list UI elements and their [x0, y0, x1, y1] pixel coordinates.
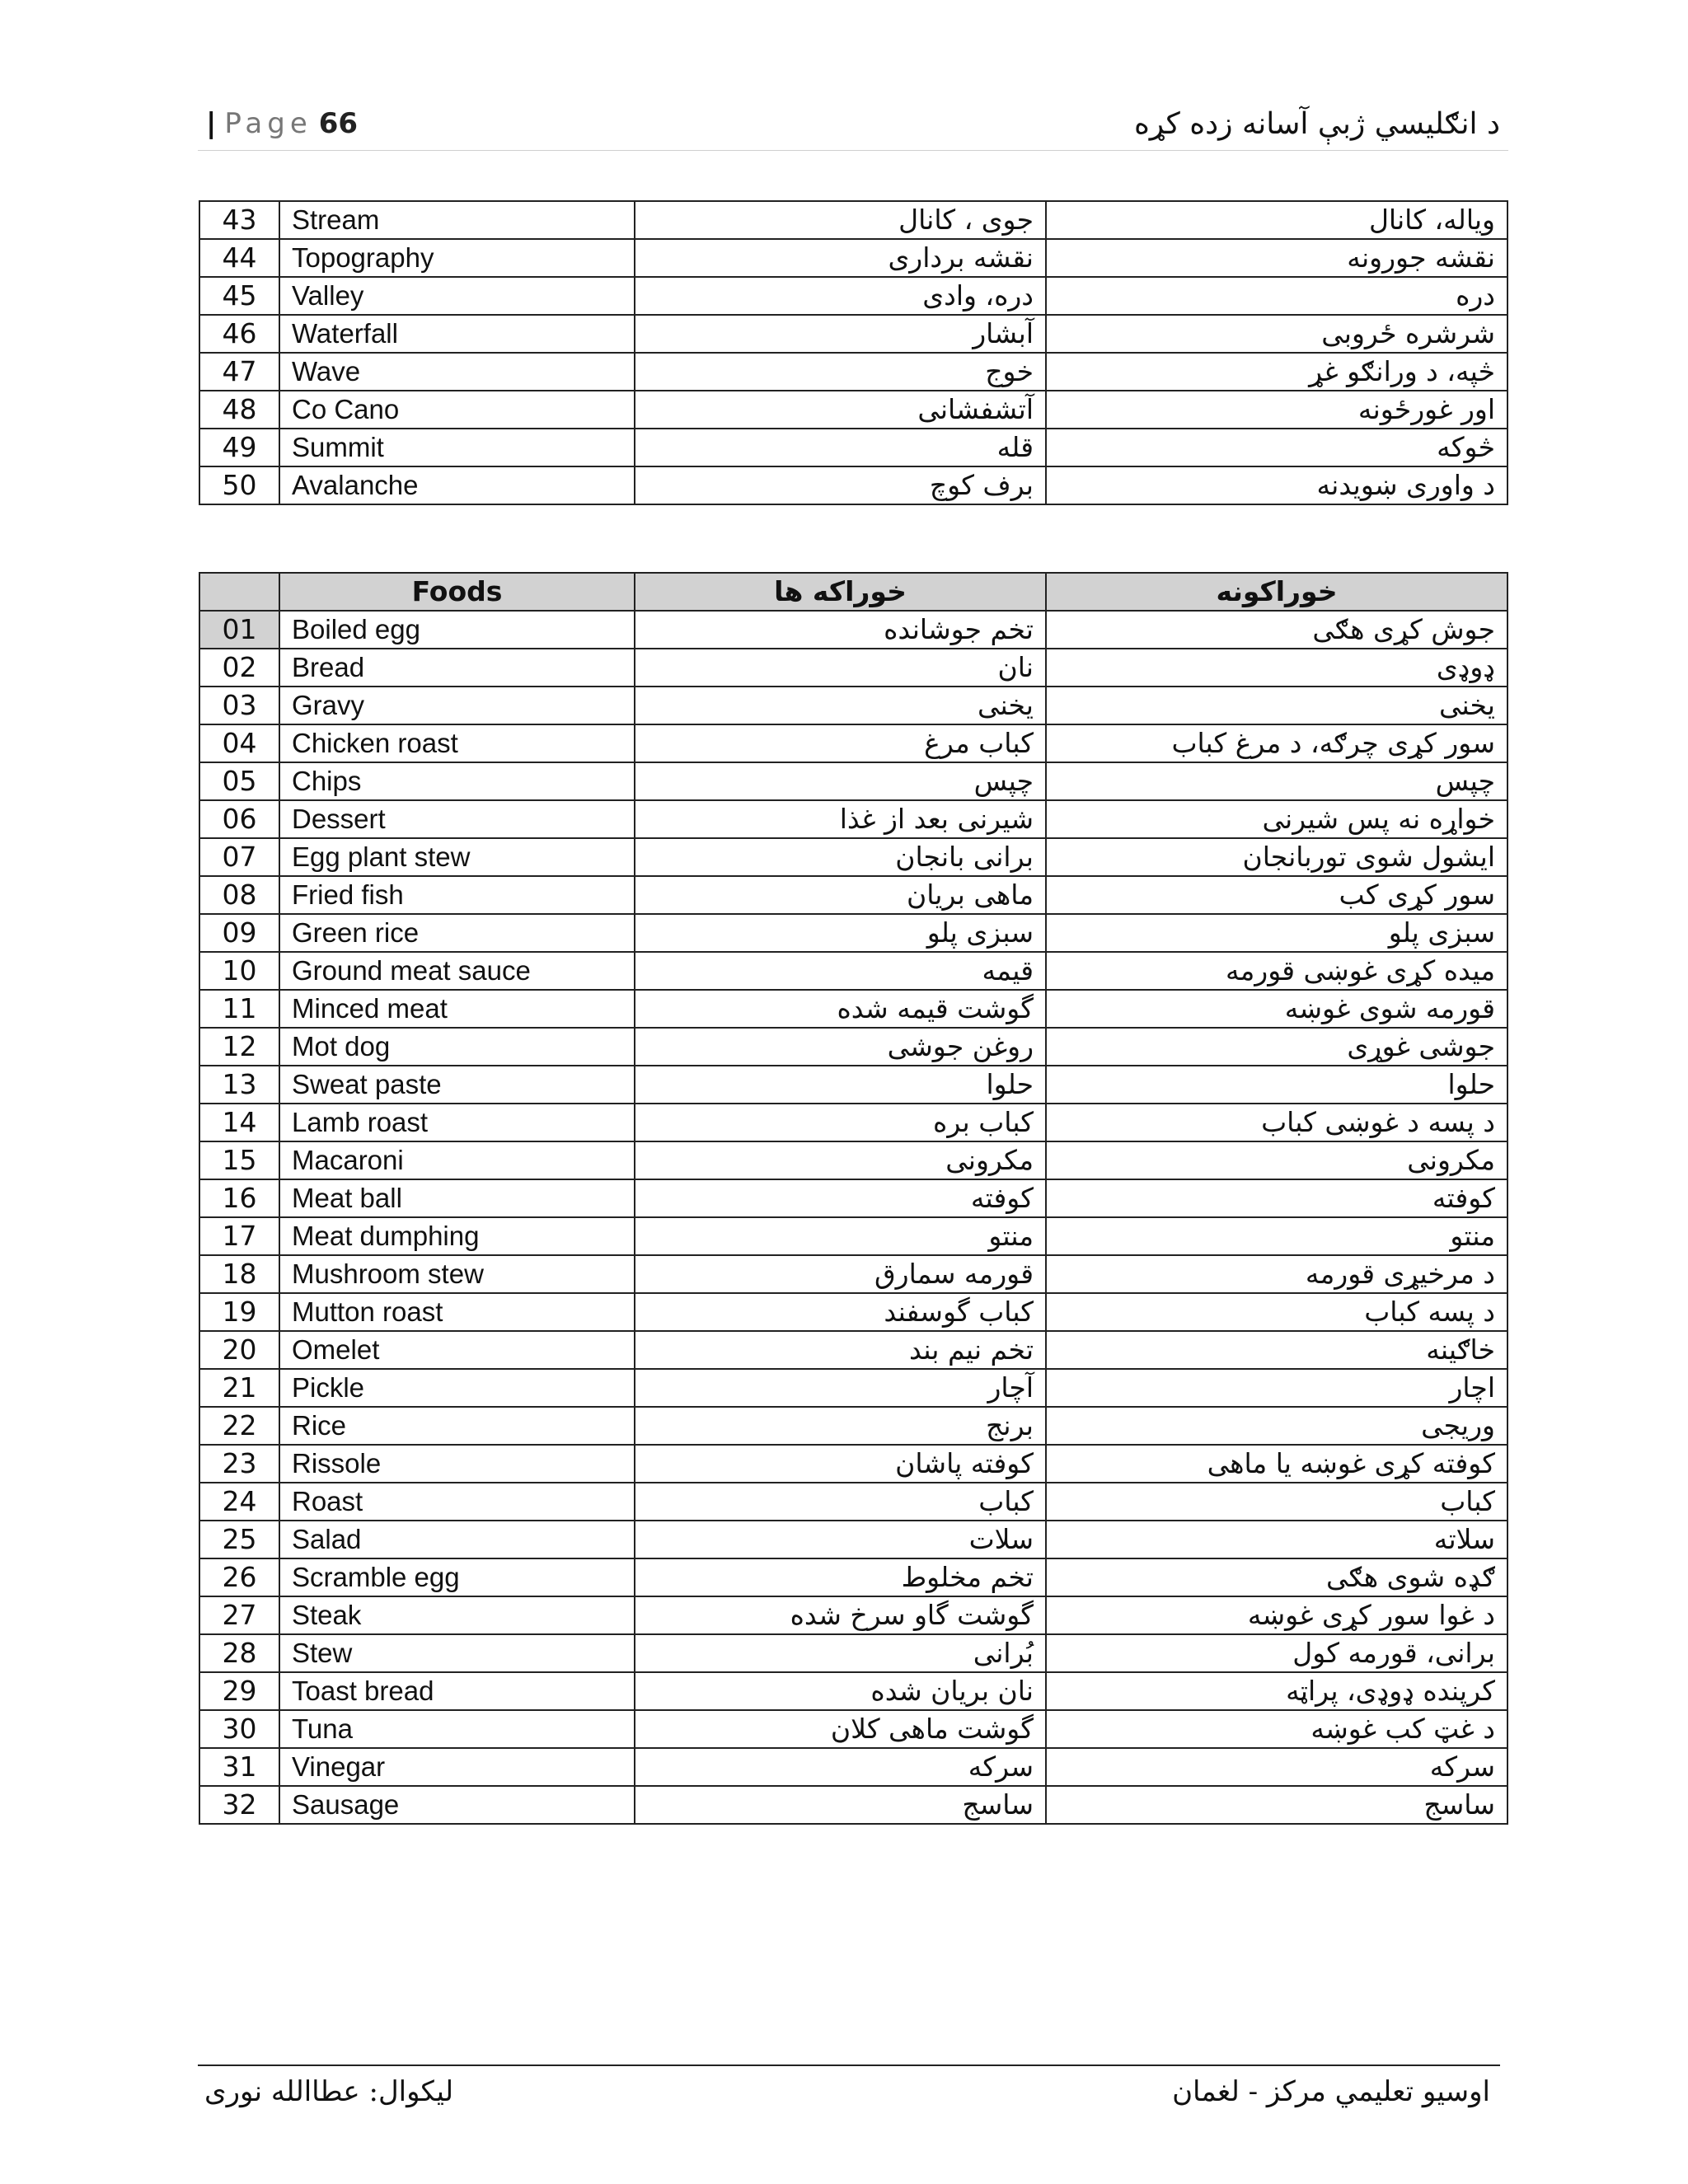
english-term: Waterfall: [279, 315, 635, 353]
geography-vocabulary-table: [199, 200, 1508, 505]
english-term: Rissole: [279, 1445, 635, 1483]
english-term: Vinegar: [279, 1748, 635, 1786]
row-number: 05: [199, 762, 279, 800]
table-row: [199, 687, 1507, 724]
row-number: 43: [199, 201, 279, 239]
row-number: 28: [199, 1634, 279, 1672]
pashto-term: ساسج: [1046, 1786, 1507, 1824]
row-number: 14: [199, 1104, 279, 1141]
english-term: Dessert: [279, 800, 635, 838]
english-term: Chips: [279, 762, 635, 800]
table-row: [199, 724, 1507, 762]
row-number: 18: [199, 1255, 279, 1293]
row-number: 24: [199, 1483, 279, 1521]
table-row: [199, 1786, 1507, 1824]
table-row: [199, 838, 1507, 876]
table-row: [199, 649, 1507, 687]
row-number: 47: [199, 353, 279, 391]
persian-term: خوج: [635, 353, 1046, 391]
english-term: Egg plant stew: [279, 838, 635, 876]
pashto-term: شرشره ځروبی: [1046, 315, 1507, 353]
table-row: [199, 1293, 1507, 1331]
table-row: [199, 1710, 1507, 1748]
persian-term: نقشه برداری: [635, 239, 1046, 277]
row-number: 11: [199, 990, 279, 1028]
english-term: Rice: [279, 1407, 635, 1445]
table-row: [199, 800, 1507, 838]
persian-term: یخنی: [635, 687, 1046, 724]
english-term: Gravy: [279, 687, 635, 724]
row-number: 44: [199, 239, 279, 277]
table-row: [199, 914, 1507, 952]
english-term: Macaroni: [279, 1141, 635, 1179]
row-number: 29: [199, 1672, 279, 1710]
pashto-term: ایشول شوی توربانجان: [1046, 838, 1507, 876]
table-row: [199, 990, 1507, 1028]
persian-term: جوی ، کانال: [635, 201, 1046, 239]
header-persian: خوراکه ها: [635, 573, 1046, 611]
table-row: [199, 1141, 1507, 1179]
header-pashto: خوراکونه: [1046, 573, 1507, 611]
table-row: [199, 1331, 1507, 1369]
row-number: 23: [199, 1445, 279, 1483]
table-row: [199, 1672, 1507, 1710]
english-term: Mot dog: [279, 1028, 635, 1066]
table-row: [199, 429, 1507, 466]
english-term: Valley: [279, 277, 635, 315]
english-term: Topography: [279, 239, 635, 277]
row-number: 17: [199, 1217, 279, 1255]
pashto-term: سلاته: [1046, 1521, 1507, 1558]
persian-term: کباب گوسفند: [635, 1293, 1046, 1331]
footer-divider: [198, 2064, 1500, 2066]
book-title: د انګلیسي ژبې آسانه زده کړه: [1133, 107, 1500, 141]
pashto-term: جوش کړی هګی: [1046, 611, 1507, 649]
persian-term: تخم نیم بند: [635, 1331, 1046, 1369]
table-row: [199, 952, 1507, 990]
page-number: 66: [318, 107, 359, 140]
persian-term: آبشار: [635, 315, 1046, 353]
pashto-term: میده کړی غوښی قورمه: [1046, 952, 1507, 990]
row-number: 09: [199, 914, 279, 952]
row-number: 01: [199, 611, 279, 649]
table-row: [199, 1558, 1507, 1596]
pashto-term: د پسه کباب: [1046, 1293, 1507, 1331]
page-header: [198, 99, 1508, 150]
pashto-term: کوفته: [1046, 1179, 1507, 1217]
footer-author: لیکوال: عطاالله نوری: [204, 2075, 454, 2108]
persian-term: کوفته: [635, 1179, 1046, 1217]
english-term: Omelet: [279, 1331, 635, 1369]
row-number: 13: [199, 1066, 279, 1104]
english-term: Ground meat sauce: [279, 952, 635, 990]
table-row: [199, 353, 1507, 391]
pashto-term: کرپنده ډوډی، پراټه: [1046, 1672, 1507, 1710]
persian-term: قورمه سمارق: [635, 1255, 1046, 1293]
row-number: 06: [199, 800, 279, 838]
english-term: Wave: [279, 353, 635, 391]
page-word: Page: [224, 107, 312, 140]
pashto-term: مکرونی: [1046, 1141, 1507, 1179]
table-row: [199, 1369, 1507, 1407]
persian-term: دره، وادی: [635, 277, 1046, 315]
page-number-label: [206, 107, 358, 140]
row-number: 21: [199, 1369, 279, 1407]
pashto-term: د غټ کب غوښه: [1046, 1710, 1507, 1748]
foods-vocabulary-table: [199, 572, 1508, 1825]
persian-term: منتو: [635, 1217, 1046, 1255]
persian-term: کباب بره: [635, 1104, 1046, 1141]
persian-term: نان بریان شده: [635, 1672, 1046, 1710]
foods-header-row: [199, 573, 1507, 611]
english-term: Meat ball: [279, 1179, 635, 1217]
pashto-term: چپس: [1046, 762, 1507, 800]
row-number: 07: [199, 838, 279, 876]
pashto-term: یخنی: [1046, 687, 1507, 724]
row-number: 48: [199, 391, 279, 429]
table-row: [199, 1028, 1507, 1066]
pashto-term: ویاله، کانال: [1046, 201, 1507, 239]
english-term: Scramble egg: [279, 1558, 635, 1596]
pashto-term: نقشه جورونه: [1046, 239, 1507, 277]
pashto-term: ډوډی: [1046, 649, 1507, 687]
row-number: 30: [199, 1710, 279, 1748]
row-number: 45: [199, 277, 279, 315]
table-row: [199, 1217, 1507, 1255]
persian-term: مکرونی: [635, 1141, 1046, 1179]
pashto-term: څپه، د ورانګو غړ: [1046, 353, 1507, 391]
persian-term: برنج: [635, 1407, 1046, 1445]
persian-term: قیمه: [635, 952, 1046, 990]
table-row: [199, 315, 1507, 353]
pashto-term: سور کړی چرګه، د مرغ کباب: [1046, 724, 1507, 762]
english-term: Boiled egg: [279, 611, 635, 649]
persian-term: قله: [635, 429, 1046, 466]
row-number: 19: [199, 1293, 279, 1331]
english-term: Toast bread: [279, 1672, 635, 1710]
table-row: [199, 1521, 1507, 1558]
persian-term: روغن جوشی: [635, 1028, 1046, 1066]
english-term: Mushroom stew: [279, 1255, 635, 1293]
table-row: [199, 277, 1507, 315]
table-row: [199, 1596, 1507, 1634]
pashto-term: د پسه د غوښی کباب: [1046, 1104, 1507, 1141]
row-number: 10: [199, 952, 279, 990]
table-row: [199, 466, 1507, 504]
pashto-term: ګډه شوی هګی: [1046, 1558, 1507, 1596]
english-term: Tuna: [279, 1710, 635, 1748]
persian-term: کباب: [635, 1483, 1046, 1521]
persian-term: گوشت قیمه شده: [635, 990, 1046, 1028]
pashto-term: منتو: [1046, 1217, 1507, 1255]
persian-term: آچار: [635, 1369, 1046, 1407]
row-number: 31: [199, 1748, 279, 1786]
english-term: Sweat paste: [279, 1066, 635, 1104]
row-number: 25: [199, 1521, 279, 1558]
table-row: [199, 1104, 1507, 1141]
header-divider: [198, 150, 1508, 151]
persian-term: برف کوچ: [635, 466, 1046, 504]
persian-term: برانی بانجان: [635, 838, 1046, 876]
row-number: 27: [199, 1596, 279, 1634]
pashto-term: کباب: [1046, 1483, 1507, 1521]
row-number: 22: [199, 1407, 279, 1445]
pashto-term: خواړه نه پس شیرنی: [1046, 800, 1507, 838]
page-separator: |: [206, 107, 217, 140]
persian-term: کباب مرغ: [635, 724, 1046, 762]
pashto-term: جوشی غوړی: [1046, 1028, 1507, 1066]
english-term: Summit: [279, 429, 635, 466]
table-row: [199, 876, 1507, 914]
english-term: Lamb roast: [279, 1104, 635, 1141]
english-term: Bread: [279, 649, 635, 687]
row-number: 03: [199, 687, 279, 724]
row-number: 46: [199, 315, 279, 353]
english-term: Chicken roast: [279, 724, 635, 762]
pashto-term: حلوا: [1046, 1066, 1507, 1104]
pashto-term: وریجی: [1046, 1407, 1507, 1445]
table-row: [199, 201, 1507, 239]
row-number: 20: [199, 1331, 279, 1369]
foods-table-body: [199, 611, 1507, 1824]
row-number: 49: [199, 429, 279, 466]
row-number: 02: [199, 649, 279, 687]
english-term: Stew: [279, 1634, 635, 1672]
table-row: [199, 1179, 1507, 1217]
pashto-term: خاګینه: [1046, 1331, 1507, 1369]
english-term: Sausage: [279, 1786, 635, 1824]
english-term: Stream: [279, 201, 635, 239]
persian-term: ساسج: [635, 1786, 1046, 1824]
english-term: Mutton roast: [279, 1293, 635, 1331]
table-row: [199, 611, 1507, 649]
header-english: Foods: [279, 573, 635, 611]
row-number: 04: [199, 724, 279, 762]
row-number: 32: [199, 1786, 279, 1824]
table-row: [199, 1407, 1507, 1445]
persian-term: سبزی پلو: [635, 914, 1046, 952]
pashto-term: اچار: [1046, 1369, 1507, 1407]
table-row: [199, 1748, 1507, 1786]
pashto-term: قورمه شوی غوښه: [1046, 990, 1507, 1028]
persian-term: چپس: [635, 762, 1046, 800]
english-term: Co Cano: [279, 391, 635, 429]
footer-center-name: اوسیو تعلیمي مرکز - لغمان: [1172, 2075, 1490, 2108]
english-term: Avalanche: [279, 466, 635, 504]
pashto-term: سور کړی کب: [1046, 876, 1507, 914]
geography-table-body: [199, 201, 1507, 504]
table-row: [199, 239, 1507, 277]
pashto-term: د واوری ښویدنه: [1046, 466, 1507, 504]
english-term: Salad: [279, 1521, 635, 1558]
persian-term: شیرنی بعد از غذا: [635, 800, 1046, 838]
table-row: [199, 1066, 1507, 1104]
persian-term: گوشت گاو سرخ شده: [635, 1596, 1046, 1634]
table-row: [199, 1255, 1507, 1293]
english-term: Pickle: [279, 1369, 635, 1407]
pashto-term: سبزی پلو: [1046, 914, 1507, 952]
english-term: Meat dumphing: [279, 1217, 635, 1255]
pashto-term: اور غورځونه: [1046, 391, 1507, 429]
row-number: 12: [199, 1028, 279, 1066]
english-term: Roast: [279, 1483, 635, 1521]
pashto-term: څوکه: [1046, 429, 1507, 466]
table-row: [199, 1445, 1507, 1483]
row-number: 50: [199, 466, 279, 504]
pashto-term: دره: [1046, 277, 1507, 315]
persian-term: کوفته پاشان: [635, 1445, 1046, 1483]
table-row: [199, 1483, 1507, 1521]
persian-term: سلات: [635, 1521, 1046, 1558]
persian-term: ماهی بریان: [635, 876, 1046, 914]
pashto-term: د غوا سور کړی غوښه: [1046, 1596, 1507, 1634]
english-term: Fried fish: [279, 876, 635, 914]
pashto-term: کوفته کړی غوښه یا ماهی: [1046, 1445, 1507, 1483]
persian-term: آتشفشانی: [635, 391, 1046, 429]
pashto-term: برانی، قورمه کول: [1046, 1634, 1507, 1672]
english-term: Steak: [279, 1596, 635, 1634]
table-row: [199, 762, 1507, 800]
english-term: Green rice: [279, 914, 635, 952]
pashto-term: سرکه: [1046, 1748, 1507, 1786]
persian-term: تخم مخلوط: [635, 1558, 1046, 1596]
persian-term: بُرانی: [635, 1634, 1046, 1672]
persian-term: گوشت ماهی کلان: [635, 1710, 1046, 1748]
header-corner-cell: [199, 573, 279, 611]
row-number: 08: [199, 876, 279, 914]
pashto-term: د مرخیړی قورمه: [1046, 1255, 1507, 1293]
row-number: 16: [199, 1179, 279, 1217]
row-number: 26: [199, 1558, 279, 1596]
table-row: [199, 1634, 1507, 1672]
persian-term: نان: [635, 649, 1046, 687]
persian-term: سرکه: [635, 1748, 1046, 1786]
english-term: Minced meat: [279, 990, 635, 1028]
persian-term: حلوا: [635, 1066, 1046, 1104]
table-row: [199, 391, 1507, 429]
persian-term: تخم جوشانده: [635, 611, 1046, 649]
row-number: 15: [199, 1141, 279, 1179]
